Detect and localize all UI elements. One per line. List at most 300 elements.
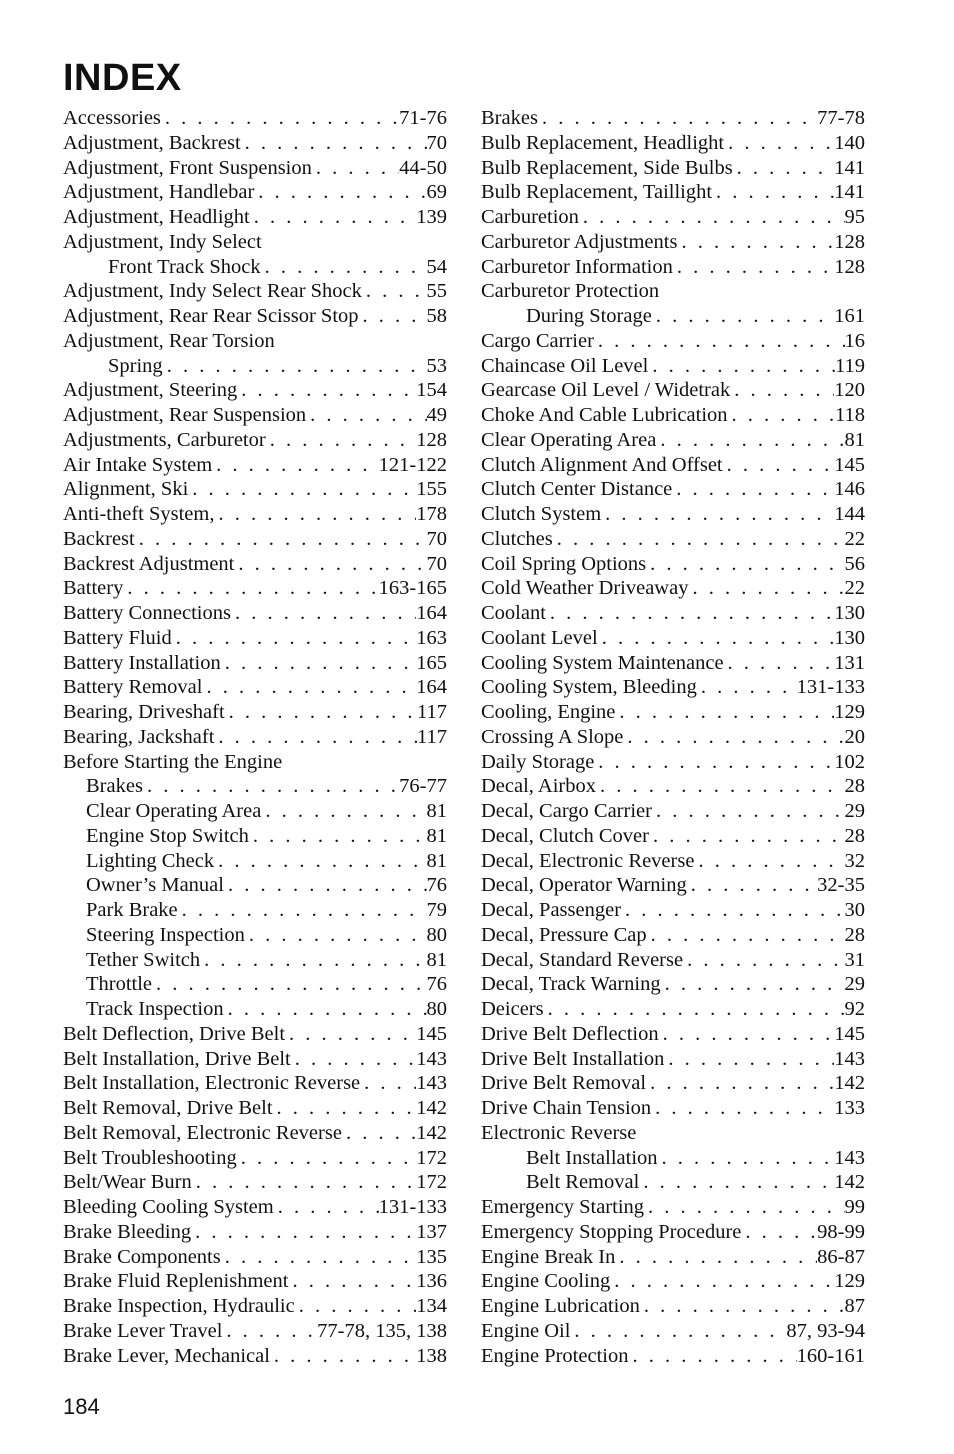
dot-leader [200, 948, 426, 973]
index-entry-page: 77-78 [817, 107, 865, 129]
index-entry-label: Bearing, Driveshaft [63, 701, 225, 723]
index-entry-page: 145 [834, 453, 865, 476]
index-entry [63, 552, 447, 577]
dot-leader [222, 1319, 317, 1344]
index-entry-page: 164 [416, 602, 447, 624]
index-entry-label: Spring [108, 354, 163, 377]
dot-leader [570, 1319, 786, 1344]
index-entry-page: 86-87 [817, 1245, 865, 1268]
index-entry [63, 601, 447, 626]
index-entry [481, 527, 865, 552]
dot-leader [306, 403, 426, 428]
index-entry-label: Brake Fluid Replenishment [63, 1270, 289, 1293]
index-entry-label: Adjustment, Headlight [63, 206, 250, 228]
index-entry-page: 79 [426, 899, 447, 921]
dot-leader [651, 1096, 834, 1121]
index-entry-page: 121-122 [378, 453, 447, 476]
index-entry-page: 69 [426, 181, 447, 204]
index-entry-label: Bleeding Cooling System [63, 1196, 274, 1218]
index-entry [481, 156, 865, 181]
index-entry-label: Carburetion [481, 206, 579, 228]
index-entry-page: 141 [834, 181, 865, 204]
index-entry-page: 117 [417, 725, 447, 748]
index-entry [481, 403, 865, 428]
index-entry-label: Engine Stop Switch [86, 824, 249, 847]
index-entry-label: Brakes [86, 775, 143, 798]
dot-leader [730, 378, 834, 403]
index-entry [63, 1121, 447, 1146]
index-entry-label: Brakes [481, 107, 538, 129]
index-entry-label: Choke And Cable Lubrication [481, 404, 728, 426]
index-entry [63, 502, 447, 527]
index-entry [481, 279, 865, 304]
index-entry-label: Track Inspection [86, 998, 224, 1020]
dot-leader [212, 453, 379, 478]
index-entry [63, 378, 447, 403]
dot-leader [677, 230, 834, 255]
dot-leader [249, 824, 427, 849]
index-entry-page: 161 [834, 305, 865, 327]
dot-leader [178, 898, 427, 923]
index-entry-page: 160-161 [796, 1344, 865, 1367]
dot-leader [553, 527, 845, 552]
index-entry-label: Engine Break In [481, 1245, 616, 1268]
index-entry [63, 1319, 447, 1344]
index-entry [481, 428, 865, 453]
index-entry [63, 972, 447, 997]
index-entry-page: 117 [417, 701, 447, 723]
dot-leader [610, 1269, 834, 1294]
index-entry [63, 354, 447, 379]
index-entry-page: 129 [834, 701, 865, 723]
index-entry-label: Clutch Alignment And Offset [481, 453, 723, 476]
index-entry [63, 403, 447, 428]
index-entry-label: Clutches [481, 527, 553, 550]
index-entry [481, 180, 865, 205]
index-entry-page: 141 [834, 156, 865, 179]
index-entry-page: 53 [426, 354, 447, 377]
dot-leader [274, 1195, 379, 1220]
index-entry-page: 44-50 [399, 156, 447, 179]
dot-leader [214, 849, 426, 874]
index-entry [481, 477, 865, 502]
dot-leader [659, 1022, 835, 1047]
dot-leader [688, 576, 844, 601]
dot-leader [250, 205, 416, 230]
index-entry [481, 131, 865, 156]
index-entry [481, 1294, 865, 1319]
index-entry [63, 675, 447, 700]
index-entry [481, 1220, 865, 1245]
index-entry [481, 651, 865, 676]
index-entry-page: 81 [426, 849, 447, 872]
dot-leader [652, 304, 834, 329]
index-entry [481, 205, 865, 230]
index-entry-page: 128 [834, 230, 865, 253]
index-entry-label: Carburetor Adjustments [481, 230, 678, 253]
dot-leader [639, 1170, 834, 1195]
index-entry-label: Brake Components [63, 1245, 221, 1268]
index-entry-label: Belt Removal [526, 1171, 640, 1194]
dot-leader [694, 849, 844, 874]
index-entry-label: Adjustment, Indy Select Rear Shock [63, 280, 362, 303]
dot-leader [254, 180, 426, 205]
index-entry [481, 799, 865, 824]
index-entry-page: 138 [416, 1344, 447, 1367]
index-entry-page: 81 [426, 948, 447, 971]
index-entry-label: Alignment, Ski [63, 478, 189, 501]
dot-leader [362, 279, 427, 304]
index-entry [63, 873, 447, 898]
index-entry [63, 1170, 447, 1195]
index-entry [63, 849, 447, 874]
index-entry-page: 28 [844, 775, 865, 798]
index-entry-label: Adjustments, Carburetor [63, 428, 266, 451]
index-entry-page: 145 [834, 1022, 865, 1045]
dot-leader [172, 626, 416, 651]
index-entry-label: Adjustment, Rear Rear Scissor Stop [63, 305, 359, 327]
index-entry-page: 29 [844, 973, 865, 996]
dot-leader [360, 1071, 416, 1096]
index-entry [481, 997, 865, 1022]
dot-leader [143, 774, 399, 799]
index-entry-page: 142 [416, 1097, 447, 1119]
index-entry [481, 255, 865, 280]
dot-leader [152, 972, 426, 997]
index-entry-label: Chaincase Oil Level [481, 354, 649, 377]
index-entry-page: 137 [416, 1220, 447, 1243]
index-entry-label: Brake Lever, Mechanical [63, 1344, 270, 1367]
index-entry-page: 119 [835, 354, 865, 377]
index-entry-page: 22 [844, 577, 865, 600]
dot-leader [673, 255, 834, 280]
index-entry-label: Crossing A Slope [481, 725, 624, 748]
index-entry-label: Belt Deflection, Drive Belt [63, 1022, 286, 1045]
index-entry [63, 651, 447, 676]
index-entry [63, 923, 447, 948]
index-entry-label: Carburetor Information [481, 255, 673, 278]
index-entry-label: Owner’s Manual [86, 874, 224, 897]
index-entry-page: 80 [426, 923, 447, 946]
dot-leader [273, 1096, 417, 1121]
index-entry-page: 31 [844, 948, 865, 971]
index-entry-label: Decal, Airbox [481, 775, 596, 798]
index-entry-label: Battery Connections [63, 602, 231, 624]
index-entry [63, 824, 447, 849]
index-entry-label: Decal, Clutch Cover [481, 824, 649, 847]
index-entry-label: Steering Inspection [86, 923, 245, 946]
index-entry-label: Deicers [481, 998, 544, 1020]
index-entry-page: 58 [426, 305, 447, 327]
index-entry-label: Adjustment, Steering [63, 379, 238, 402]
dot-leader [594, 329, 845, 354]
index-entry-label: Battery [63, 577, 124, 600]
index-entry-label: Cooling System Maintenance [481, 651, 724, 674]
index-entry-page: 95 [844, 206, 865, 228]
dot-leader [723, 453, 835, 478]
index-entry-page: 154 [416, 379, 447, 402]
index-entry-page: 131-133 [378, 1196, 447, 1218]
dot-leader [664, 1047, 834, 1072]
index-entry-label: Decal, Standard Reverse [481, 948, 684, 971]
index-entry [481, 1170, 865, 1195]
dot-leader [270, 1344, 416, 1369]
index-entry [481, 774, 865, 799]
index-entry [481, 1096, 865, 1121]
index-entry [63, 948, 447, 973]
dot-leader [594, 750, 834, 775]
index-entry [481, 1121, 865, 1146]
index-entry-label: Belt Installation, Drive Belt [63, 1047, 291, 1070]
index-entry-label: Adjustment, Indy Select [63, 230, 262, 253]
index-entry [481, 700, 865, 725]
index-column-left [63, 106, 447, 1368]
index-entry-label: Cold Weather Driveaway [481, 577, 689, 600]
index-entry [63, 1195, 447, 1220]
index-entry [63, 304, 447, 329]
index-entry [481, 576, 865, 601]
index-entry-page: 139 [416, 206, 447, 228]
index-entry [63, 1269, 447, 1294]
dot-leader [646, 1071, 834, 1096]
dot-leader [163, 354, 427, 379]
dot-leader [214, 502, 416, 527]
dot-leader [225, 700, 417, 725]
index-entry [63, 1047, 447, 1072]
index-entry [63, 477, 447, 502]
index-entry-label: Belt Removal, Drive Belt [63, 1097, 273, 1119]
index-entry-label: Accessories [63, 107, 161, 129]
dot-leader [123, 576, 378, 601]
index-entry-page: 71-76 [399, 107, 447, 129]
index-entry-label: Belt Removal, Electronic Reverse [63, 1121, 342, 1144]
index-entry [63, 750, 447, 775]
dot-leader [672, 477, 834, 502]
index-entry-page: 140 [834, 131, 865, 154]
index-entry [63, 1220, 447, 1245]
index-entry-page: 32-35 [817, 874, 865, 897]
dot-leader [546, 601, 834, 626]
index-entry-label: Lighting Check [86, 849, 215, 872]
index-entry-page: 131 [834, 651, 865, 674]
index-entry [481, 378, 865, 403]
index-entry [481, 898, 865, 923]
index-entry [63, 527, 447, 552]
index-entry-page: 28 [844, 824, 865, 847]
index-entry-label: Engine Cooling [481, 1270, 611, 1293]
index-entry [63, 774, 447, 799]
index-entry-page: 130 [834, 626, 865, 649]
index-entry-page: 129 [834, 1270, 865, 1293]
index-entry [63, 230, 447, 255]
index-entry-page: 30 [844, 899, 865, 921]
index-entry-page: 144 [834, 503, 865, 525]
index-entry-label: Coil Spring Options [481, 552, 647, 575]
index-entry-label: Brake Lever Travel [63, 1319, 223, 1342]
index-entry-label: Decal, Electronic Reverse [481, 849, 695, 872]
dot-leader [649, 824, 845, 849]
dot-leader [288, 1269, 416, 1294]
dot-leader [291, 1047, 417, 1072]
index-entry-label: Adjustment, Rear Suspension [63, 404, 307, 426]
dot-leader [656, 428, 844, 453]
index-entry-label: Cooling, Engine [481, 701, 616, 723]
index-entry-page: 28 [844, 923, 865, 946]
index-entry-label: Engine Oil [481, 1319, 571, 1342]
dot-leader [601, 502, 834, 527]
index-entry [63, 1344, 447, 1369]
index-entry-page: 163 [416, 626, 447, 649]
index-entry-page: 49 [426, 404, 447, 426]
index-entry [481, 824, 865, 849]
dot-leader [191, 1220, 416, 1245]
dot-leader [224, 997, 427, 1022]
index-entry-label: Battery Fluid [63, 626, 172, 649]
dot-leader [266, 428, 417, 453]
index-entry-label: Decal, Track Warning [481, 973, 661, 996]
index-entry [63, 1071, 447, 1096]
index-entry [63, 626, 447, 651]
index-entry [63, 205, 447, 230]
dot-leader [733, 156, 835, 181]
index-entry-label: Decal, Operator Warning [481, 874, 687, 897]
index-entry-label: Decal, Passenger [481, 899, 622, 921]
dot-leader [683, 948, 844, 973]
dot-leader [741, 1220, 817, 1245]
index-entry [63, 725, 447, 750]
index-entry-page: 22 [844, 527, 865, 550]
index-entry-label: Anti-theft System, [63, 503, 215, 525]
dot-leader [544, 997, 845, 1022]
index-entry-label: Belt Troubleshooting [63, 1146, 237, 1169]
index-entry [481, 502, 865, 527]
index-entry-label: Cooling System, Bleeding [481, 676, 697, 699]
dot-leader [648, 354, 835, 379]
index-entry [481, 106, 865, 131]
index-entry [63, 1245, 447, 1270]
index-entry-page: 133 [834, 1097, 865, 1119]
index-entry-label: Backrest [63, 527, 135, 550]
index-entry-page: 135 [416, 1245, 447, 1268]
index-entry [481, 725, 865, 750]
dot-leader [295, 1294, 417, 1319]
index-entry [63, 1146, 447, 1171]
index-entry-label: Backrest Adjustment [63, 552, 235, 575]
dot-leader [188, 477, 416, 502]
index-entry-page: 77-78, 135, 138 [317, 1319, 447, 1342]
index-entry-page: 165 [416, 651, 447, 674]
index-entry-page: 102 [834, 750, 865, 773]
index-entry [481, 1195, 865, 1220]
dot-leader [712, 180, 834, 205]
index-entry [481, 873, 865, 898]
dot-leader [623, 725, 844, 750]
dot-leader [342, 1121, 416, 1146]
index-entry [481, 453, 865, 478]
index-entry [63, 1096, 447, 1121]
index-entry-page: 32 [844, 849, 865, 872]
index-entry-label: Daily Storage [481, 750, 595, 773]
index-entry [481, 626, 865, 651]
index-entry-page: 55 [426, 280, 447, 303]
index-entry [63, 799, 447, 824]
index-entry [481, 1319, 865, 1344]
dot-leader [596, 774, 845, 799]
page-number: 184 [63, 1394, 100, 1419]
index-entry [481, 304, 865, 329]
index-entry-page: 143 [834, 1146, 865, 1169]
index-entry-page: 178 [416, 503, 447, 525]
index-entry-page: 136 [416, 1270, 447, 1293]
index-entry-page: 87, 93-94 [786, 1319, 865, 1342]
index-entry-label: Adjustment, Rear Torsion [63, 329, 275, 352]
index-entry-label: Bulb Replacement, Headlight [481, 131, 725, 154]
index-entry-label: Decal, Pressure Cap [481, 923, 647, 946]
dot-leader [261, 799, 426, 824]
dot-leader [202, 675, 416, 700]
dot-leader [261, 255, 427, 280]
index-entry-page: 143 [416, 1047, 447, 1070]
dot-leader [214, 725, 417, 750]
index-entry-page: 92 [844, 998, 865, 1020]
dot-leader [658, 1146, 835, 1171]
index-entry-label: Electronic Reverse [481, 1121, 637, 1144]
index-entry [63, 898, 447, 923]
dot-leader [221, 651, 417, 676]
index-entry-label: Drive Belt Installation [481, 1047, 665, 1070]
index-entry-page: 76 [426, 874, 447, 897]
index-entry-label: Bulb Replacement, Side Bulbs [481, 156, 733, 179]
dot-leader [640, 1294, 845, 1319]
dot-leader [538, 106, 817, 131]
index-entry [481, 1022, 865, 1047]
index-entry-label: Engine Lubrication [481, 1295, 640, 1317]
index-entry-page: 70 [426, 131, 447, 154]
index-entry [63, 997, 447, 1022]
index-entry-page: 98-99 [817, 1220, 865, 1243]
dot-leader [697, 675, 797, 700]
index-entry-page: 99 [844, 1196, 865, 1218]
dot-leader [724, 651, 835, 676]
index-entry-label: Belt Installation [526, 1146, 658, 1169]
page-title: INDEX [63, 57, 182, 99]
index-entry-label: Bulb Replacement, Taillight [481, 181, 713, 204]
index-entry-label: Front Track Shock [108, 255, 261, 278]
index-entry [481, 1344, 865, 1369]
index-entry-label: Belt/Wear Burn [63, 1171, 192, 1194]
index-entry [481, 1047, 865, 1072]
index-entry-page: 130 [834, 602, 865, 624]
dot-leader [687, 873, 817, 898]
index-entry-page: 128 [834, 255, 865, 278]
dot-leader [234, 552, 426, 577]
index-entry-page: 120 [834, 379, 865, 402]
index-entry-page: 155 [416, 478, 447, 501]
index-entry [481, 329, 865, 354]
dot-leader [237, 378, 416, 403]
dot-leader [615, 1245, 817, 1270]
index-entry-label: Coolant [481, 602, 546, 624]
index-entry-page: 87 [844, 1295, 865, 1317]
dot-leader [579, 205, 845, 230]
index-entry-page: 70 [426, 552, 447, 575]
index-entry [481, 1245, 865, 1270]
index-entry-label: Clutch System [481, 503, 602, 525]
dot-leader [724, 131, 834, 156]
dot-leader [621, 898, 844, 923]
index-entry-label: Drive Belt Deflection [481, 1022, 659, 1045]
index-entry-page: 142 [834, 1072, 865, 1095]
